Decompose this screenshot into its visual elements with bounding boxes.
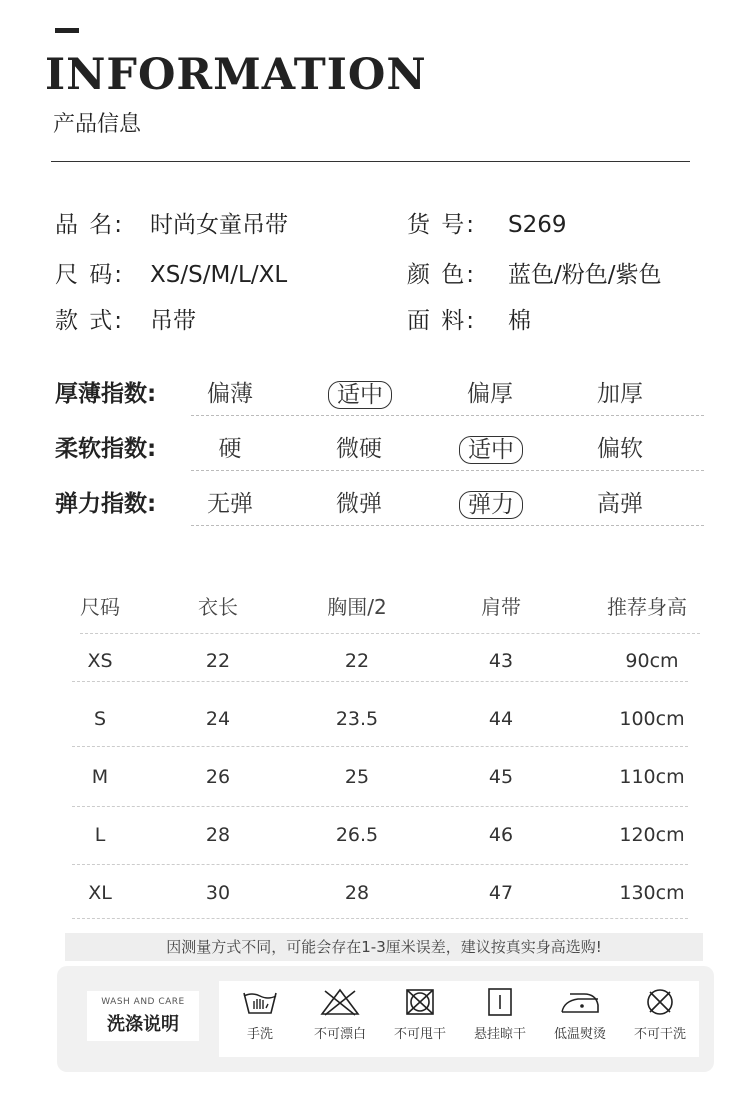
- size-table-cell: 22: [205, 650, 231, 672]
- size-table-cell: 26.5: [335, 824, 379, 846]
- index-divider: [191, 470, 704, 471]
- care-label-no-tumble-dry: 不可甩干: [393, 1027, 446, 1042]
- size-table-cell: 120cm: [619, 824, 685, 846]
- low-iron-icon: [558, 987, 602, 1017]
- hand-wash-icon: [241, 987, 279, 1017]
- color-label: 颜 色:: [407, 262, 477, 288]
- size-table-cell: 30: [205, 882, 231, 904]
- size-table-cell: 100cm: [619, 708, 685, 730]
- hang-dry-icon: [485, 987, 515, 1017]
- color-value: 蓝色/粉色/紫色: [508, 262, 662, 288]
- size-table-header: 衣长: [198, 595, 238, 619]
- fabric-value: 棉: [508, 308, 531, 334]
- size-table-row-divider: [72, 864, 688, 865]
- index-option: 高弹: [597, 491, 643, 517]
- index-divider: [191, 525, 704, 526]
- size-table-header: 尺码: [80, 595, 120, 619]
- care-label-low-iron: 低温熨烫: [553, 1027, 606, 1042]
- wash-care-section: [57, 966, 714, 1072]
- index-option-selected: 适中: [328, 381, 392, 409]
- index-option-selected: 适中: [459, 436, 523, 464]
- name-value: 时尚女童吊带: [150, 212, 288, 238]
- size-table-cell: 45: [488, 766, 514, 788]
- care-label-no-dry-clean: 不可干洗: [633, 1027, 686, 1042]
- index-label: 柔软指数:: [55, 436, 157, 462]
- index-option: 无弹: [207, 491, 253, 517]
- size-table-header: 肩带: [481, 595, 521, 619]
- size-table-cell: 23.5: [335, 708, 379, 730]
- size-table-row-divider: [72, 746, 688, 747]
- size-table-cell: S: [93, 708, 107, 730]
- style-label: 款 式:: [55, 308, 125, 334]
- style-value: 吊带: [150, 308, 196, 334]
- measurement-note-bar: [65, 933, 703, 961]
- care-item-hang-dry: [461, 981, 539, 1057]
- name-label: 品 名:: [55, 212, 125, 238]
- care-label-no-bleach: 不可漂白: [313, 1027, 366, 1042]
- wash-care-title-box: [87, 991, 199, 1041]
- index-option: 偏薄: [207, 381, 253, 407]
- size-table-row-divider: [72, 918, 688, 919]
- size-table-cell: 46: [488, 824, 514, 846]
- size-table-cell: 25: [344, 766, 370, 788]
- care-icons: [219, 981, 699, 1057]
- index-option: 硬: [218, 436, 242, 462]
- no-bleach-icon: [319, 987, 361, 1017]
- size-table-cell: 28: [205, 824, 231, 846]
- size-table-cell: 28: [344, 882, 370, 904]
- size-table-header-divider: [80, 633, 700, 634]
- page-title-en: INFORMATION: [45, 50, 427, 100]
- size-value: XS/S/M/L/XL: [150, 262, 288, 288]
- header-dash: [55, 28, 79, 33]
- size-table-cell: XL: [88, 882, 112, 904]
- index-label: 厚薄指数:: [55, 381, 157, 407]
- size-table-cell: 90cm: [625, 650, 679, 672]
- index-option: 偏软: [597, 436, 643, 462]
- care-item-no-bleach: [301, 981, 379, 1057]
- header-divider: [51, 161, 690, 162]
- size-table-cell: XS: [87, 650, 113, 672]
- size-table-cell: 22: [344, 650, 370, 672]
- size-table-cell: 130cm: [619, 882, 685, 904]
- size-table-cell: 43: [488, 650, 514, 672]
- index-option: 偏厚: [467, 381, 513, 407]
- page-title-cn: 产品信息: [53, 112, 142, 137]
- index-option-selected: 弹力: [459, 491, 523, 519]
- wash-care-title-cn: 洗涤说明: [107, 1014, 179, 1035]
- index-label: 弹力指数:: [55, 491, 157, 517]
- size-table-header: 推荐身高: [607, 595, 687, 619]
- care-item-low-iron: [541, 981, 619, 1057]
- size-table-row-divider: [72, 681, 688, 682]
- size-table-cell: M: [91, 766, 109, 788]
- size-table-cell: 24: [205, 708, 231, 730]
- care-item-hand-wash: [221, 981, 299, 1057]
- index-option: 微弹: [336, 491, 382, 517]
- size-table-cell: 47: [488, 882, 514, 904]
- care-item-no-tumble-dry: [381, 981, 459, 1057]
- size-table-cell: 26: [205, 766, 231, 788]
- measurement-note: 因测量方式不同，可能会存在1-3厘米误差，建议按真实身高选购!: [166, 938, 602, 956]
- index-option: 微硬: [336, 436, 382, 462]
- care-label-hand-wash: 手洗: [246, 1027, 273, 1042]
- care-item-no-dry-clean: [621, 981, 699, 1057]
- no-dry-clean-icon: [644, 987, 676, 1017]
- item-number-value: S269: [508, 212, 567, 238]
- item-number-label: 货 号:: [407, 212, 477, 238]
- fabric-label: 面 料:: [407, 308, 477, 334]
- size-table-cell: L: [94, 824, 106, 846]
- size-table-row-divider: [72, 806, 688, 807]
- no-tumble-dry-icon: [403, 987, 437, 1017]
- size-table-cell: 44: [488, 708, 514, 730]
- index-option: 加厚: [597, 381, 643, 407]
- care-label-hang-dry: 悬挂晾干: [473, 1027, 526, 1042]
- index-divider: [191, 415, 704, 416]
- size-table-cell: 110cm: [619, 766, 685, 788]
- size-table-header: 胸围/2: [327, 595, 387, 619]
- wash-care-title-en: WASH AND CARE: [101, 997, 185, 1007]
- size-label: 尺 码:: [55, 262, 125, 288]
